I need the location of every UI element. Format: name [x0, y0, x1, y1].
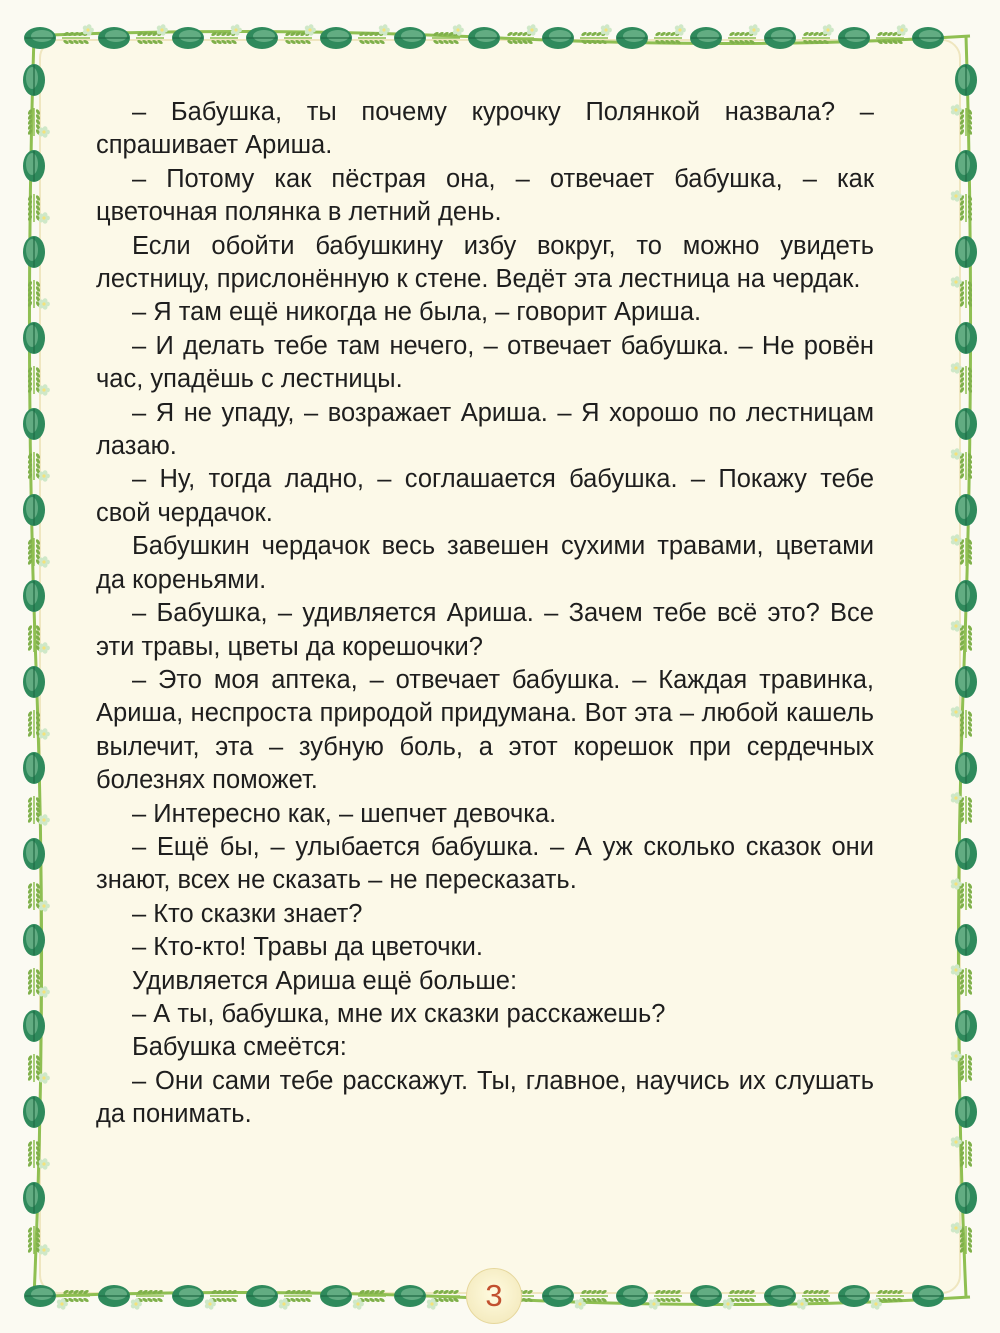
story-paragraph: – И делать тебе там нечего, – отвечает бабушка. – Не ровён час, упадёшь с лестницы. [96, 331, 874, 394]
story-paragraph: – Кто-кто! Травы да цветочки. [132, 933, 483, 962]
story-paragraph: Бабушкин чердачок весь завешен сухими травами, цветами да кореньями. [96, 532, 874, 594]
story-paragraph: – Интересно как, – шепчет девочка. [132, 799, 557, 828]
page-number: 3 [466, 1268, 522, 1324]
story-paragraph: – Бабушка, ты почему курочку Полянкой назвала? – спрашивает Ариша. [96, 98, 874, 160]
story-paragraph: – Кто сказки знает? [132, 899, 363, 928]
story-paragraph: Если обойти бабушкину избу вокруг, то можно увидеть лестницу, прислонённую к стене. Ведёт эта лестница на чердак. [96, 231, 874, 294]
story-paragraph: – Ну, тогда ладно, – соглашается бабушка. – Покажу тебе свой чердачок. [96, 465, 874, 527]
story-paragraph: Бабушка смеётся: [132, 1033, 347, 1062]
story-text [96, 96, 874, 1132]
story-paragraph: Удивляется Ариша ещё больше: [132, 966, 518, 995]
story-paragraph: – Я там ещё никогда не была, – говорит Ариша. [132, 298, 702, 327]
story-paragraph: – Они сами тебе расскажут. Ты, главное, научись их слушать да понимать. [96, 1066, 874, 1129]
story-paragraph: – Потому как пёстрая она, – отвечает бабушка, – как цветочная полянка в летний день. [96, 164, 874, 227]
story-paragraph: – Бабушка, – удивляется Ариша. – Зачем тебе всё это? Все эти травы, цветы да корешочки? [96, 599, 874, 661]
story-paragraph: – Я не упаду, – возражает Ариша. – Я хорошо по лестницам лазаю. [96, 398, 874, 461]
story-paragraph: – Ещё бы, – улыбается бабушка. – А уж сколько сказок они знают, всех не сказать – не пересказать. [96, 832, 874, 895]
story-paragraph: – А ты, бабушка, мне их сказки расскажешь? [132, 999, 666, 1028]
story-paragraph: – Это моя аптека, – отвечает бабушка. – Каждая травинка, Ариша, неспроста природой придумана. Вот эта – любой кашель вылечит, эта – зубную боль, а этот корешок при сердечных болезнях поможет. [96, 665, 874, 795]
